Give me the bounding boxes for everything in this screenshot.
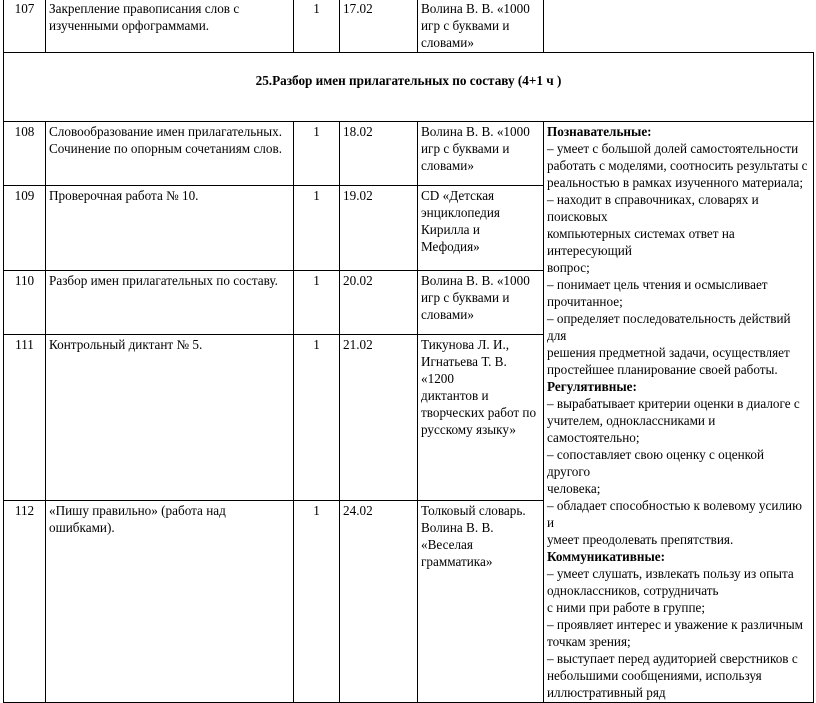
lesson-hours: 1 [294,186,340,270]
competency-heading: Познавательные: [547,124,652,139]
lesson-topic: Закрепление правописания слов с изученными орфограммами. [46,0,294,53]
section-row [4,53,814,122]
lesson-number: 112 [4,500,46,702]
lesson-hours: 1 [294,334,340,500]
lesson-hours: 1 [294,122,340,186]
lesson-resource: Волина В. В. «1000 игр с буквами и словами» [418,270,544,334]
lesson-topic: Словообразование имен прилагательных. Сочинение по опорным сочетаниям слов. [46,122,294,186]
table-row [4,0,814,53]
lesson-plan-table [3,0,814,703]
lesson-resource: Тикунова Л. И., Игнатьева Т. В. «1200 диктантов и творческих работ по русскому языку» [418,334,544,500]
lesson-topic: Контрольный диктант № 5. [46,334,294,500]
lesson-number: 110 [4,270,46,334]
lesson-date: 19.02 [340,186,418,270]
lesson-topic: Разбор имен прилагательных по составу. [46,270,294,334]
lesson-date: 18.02 [340,122,418,186]
lesson-number: 111 [4,334,46,500]
lesson-topic: Проверочная работа № 10. [46,186,294,270]
lesson-resource: Волина В. В. «1000 игр с буквами и словами» [418,0,544,53]
lesson-resource: Волина В. В. «1000 игр с буквами и словами» [418,122,544,186]
lesson-date: 21.02 [340,334,418,500]
lesson-date: 24.02 [340,500,418,702]
empty-cell [544,0,814,53]
table-row [4,122,814,186]
competency-heading: Регулятивные: [547,379,637,394]
lesson-hours: 1 [294,270,340,334]
lesson-topic: «Пишу правильно» (работа над ошибками). [46,500,294,702]
lesson-number: 107 [4,0,46,53]
section-title: 25.Разбор имен прилагательных по составу (4+1 ч ) [4,53,814,122]
lesson-number: 109 [4,186,46,270]
lesson-hours: 1 [294,0,340,53]
lesson-number: 108 [4,122,46,186]
lesson-date: 17.02 [340,0,418,53]
lesson-resource: CD «Детская энциклопедия Кирилла и Мефодия» [418,186,544,270]
competency-heading: Коммуникативные: [547,549,665,564]
lesson-hours: 1 [294,500,340,702]
lesson-date: 20.02 [340,270,418,334]
competencies-cell: Познавательные: – умеет с большой долей самостоятельности работать с моделями, соотносить результаты с реальностью в рамках изученного материала; – находит в справочниках, словарях и поисковых компьютерных системах ответ на интересующий вопрос; – понимает цель чтения и осмысливает прочитанное; – определяет последовательность действий для решения предметной задачи, осуществляет простейшее планирование своей работы. Регулятивные: – вырабатывает критерии оценки в диалоге с учителем, одноклассниками и самостоятельно; – сопоставляет свою оценку с оценкой другого человека; – обладает способностью к волевому усилию и умеет преодолевать препятствия. Коммуникативные: – умеет слушать, извлекать пользу из опыта одноклассников, сотрудничать с ними при работе в группе; – проявляет интерес и уважение к различным точкам зрения; – выступает перед аудиторией сверстников с небольшими сообщениями, используя иллюстративный ряд [544,122,814,703]
lesson-resource: Толковый словарь. Волина В. В. «Веселая грамматика» [418,500,544,702]
